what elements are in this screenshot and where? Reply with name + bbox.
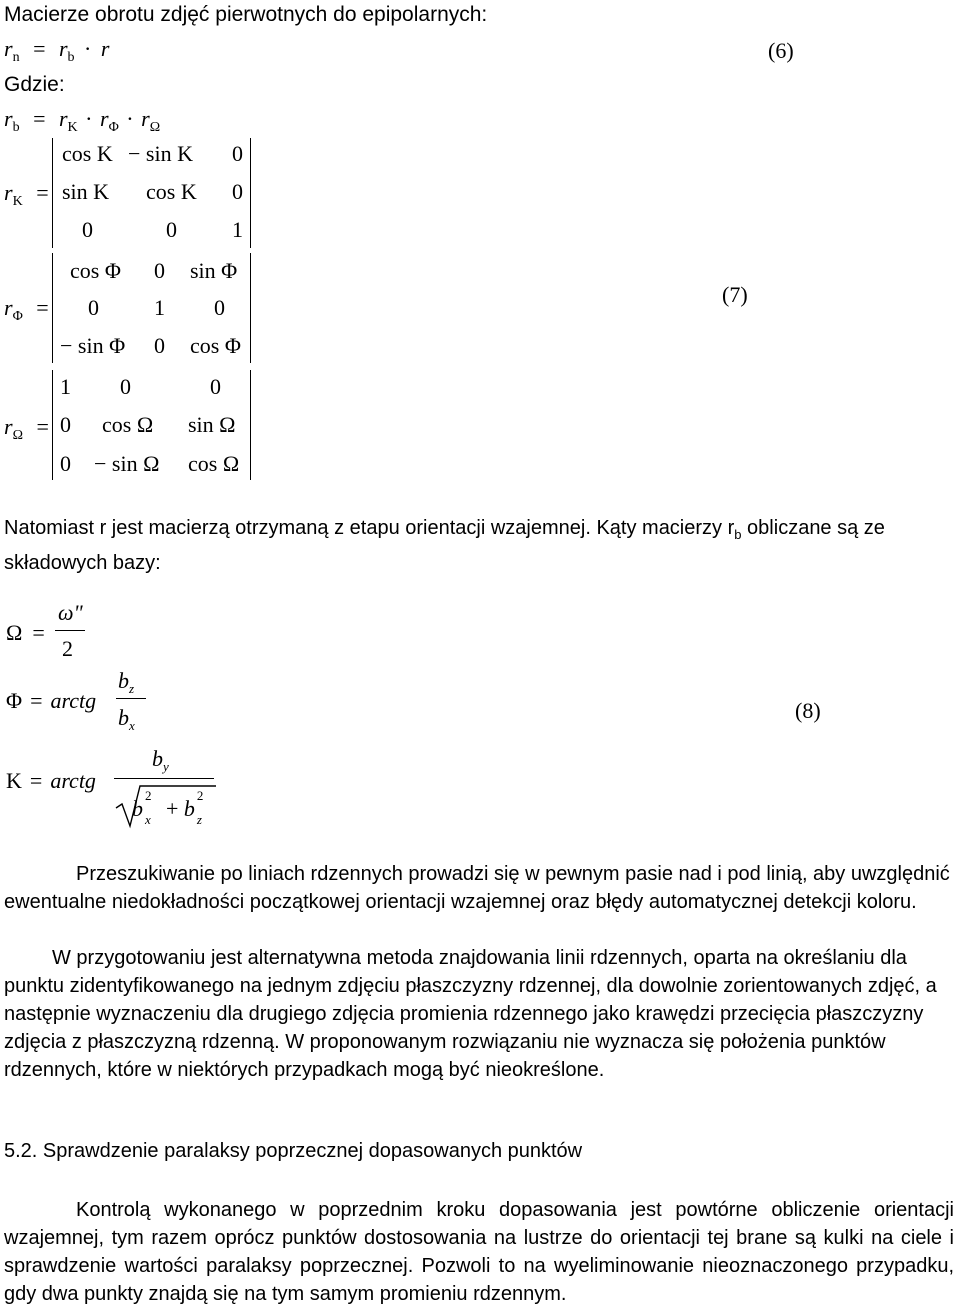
equation-number-7: (7) bbox=[722, 282, 748, 307]
section-title: 5.2. Sprawdzenie paralaksy poprzecznej dopasowanych punktów bbox=[4, 1140, 583, 1162]
where-label: Gdzie: bbox=[4, 73, 65, 96]
section-heading: Macierze obrotu zdjęć pierwotnych do epipolarnych: bbox=[4, 3, 488, 26]
paragraph-search: Przeszukiwanie po liniach rdzennych prowadzi się w pewnym pasie nad i pod linią, aby uwzględnić ewentualne niedokładności początkowej orientacji wzajemnej oraz błędy automatycznej detekcji koloru. bbox=[4, 863, 950, 913]
equation-number-6: (6) bbox=[768, 38, 794, 63]
rb-definition: $r_b = r_K \cdot r_\Phi \cdot r_\Omega$ bbox=[4, 106, 161, 135]
equation-6: $r_n = r_b \cdot r$ bbox=[4, 36, 110, 65]
equation-number-8: (8) bbox=[795, 698, 821, 723]
paragraph-angles: Natomiast r jest macierzą otrzymaną z etapu orientacji wzajemnej. Kąty macierzy $r_b$ obliczane są ze składowych bazy: bbox=[4, 517, 885, 574]
paragraph-alternative-method: W przygotowaniu jest alternatywna metoda znajdowania linii rdzennych, oparta na określaniu dla punktu zidentyfikowanego na jednym zdjęciu płaszczyzny rdzennej, dla dowolnie zorientowanych zdjęć, a następnie wyznaczeniu dla drugiego zdjęcia promienia rdzennego jako krawędzi przecięcia płaszczyzny zdjęcia z płaszczyzną rdzenną. W proponowanym rozwiązaniu nie wyznacza się położenia punktów rdzennych, które w niektórych przypadkach mogą być nieokreślone. bbox=[4, 947, 937, 1081]
paragraph-parallax: Kontrolą wykonanego w poprzednim kroku dopasowania jest powtórne obliczenie orientacji wzajemnej, tym razem oprócz punktów dostosowania na lustrze do orientacji tej brane są kulki na ciele i sprawdzenie wartości paralaksy poprzecznej. Pozwoli to na wyeliminowanie nieoznaczonego przypadku, gdy dwa punkty znajdą się na tym samym promieniu rdzennym. bbox=[4, 1199, 954, 1305]
